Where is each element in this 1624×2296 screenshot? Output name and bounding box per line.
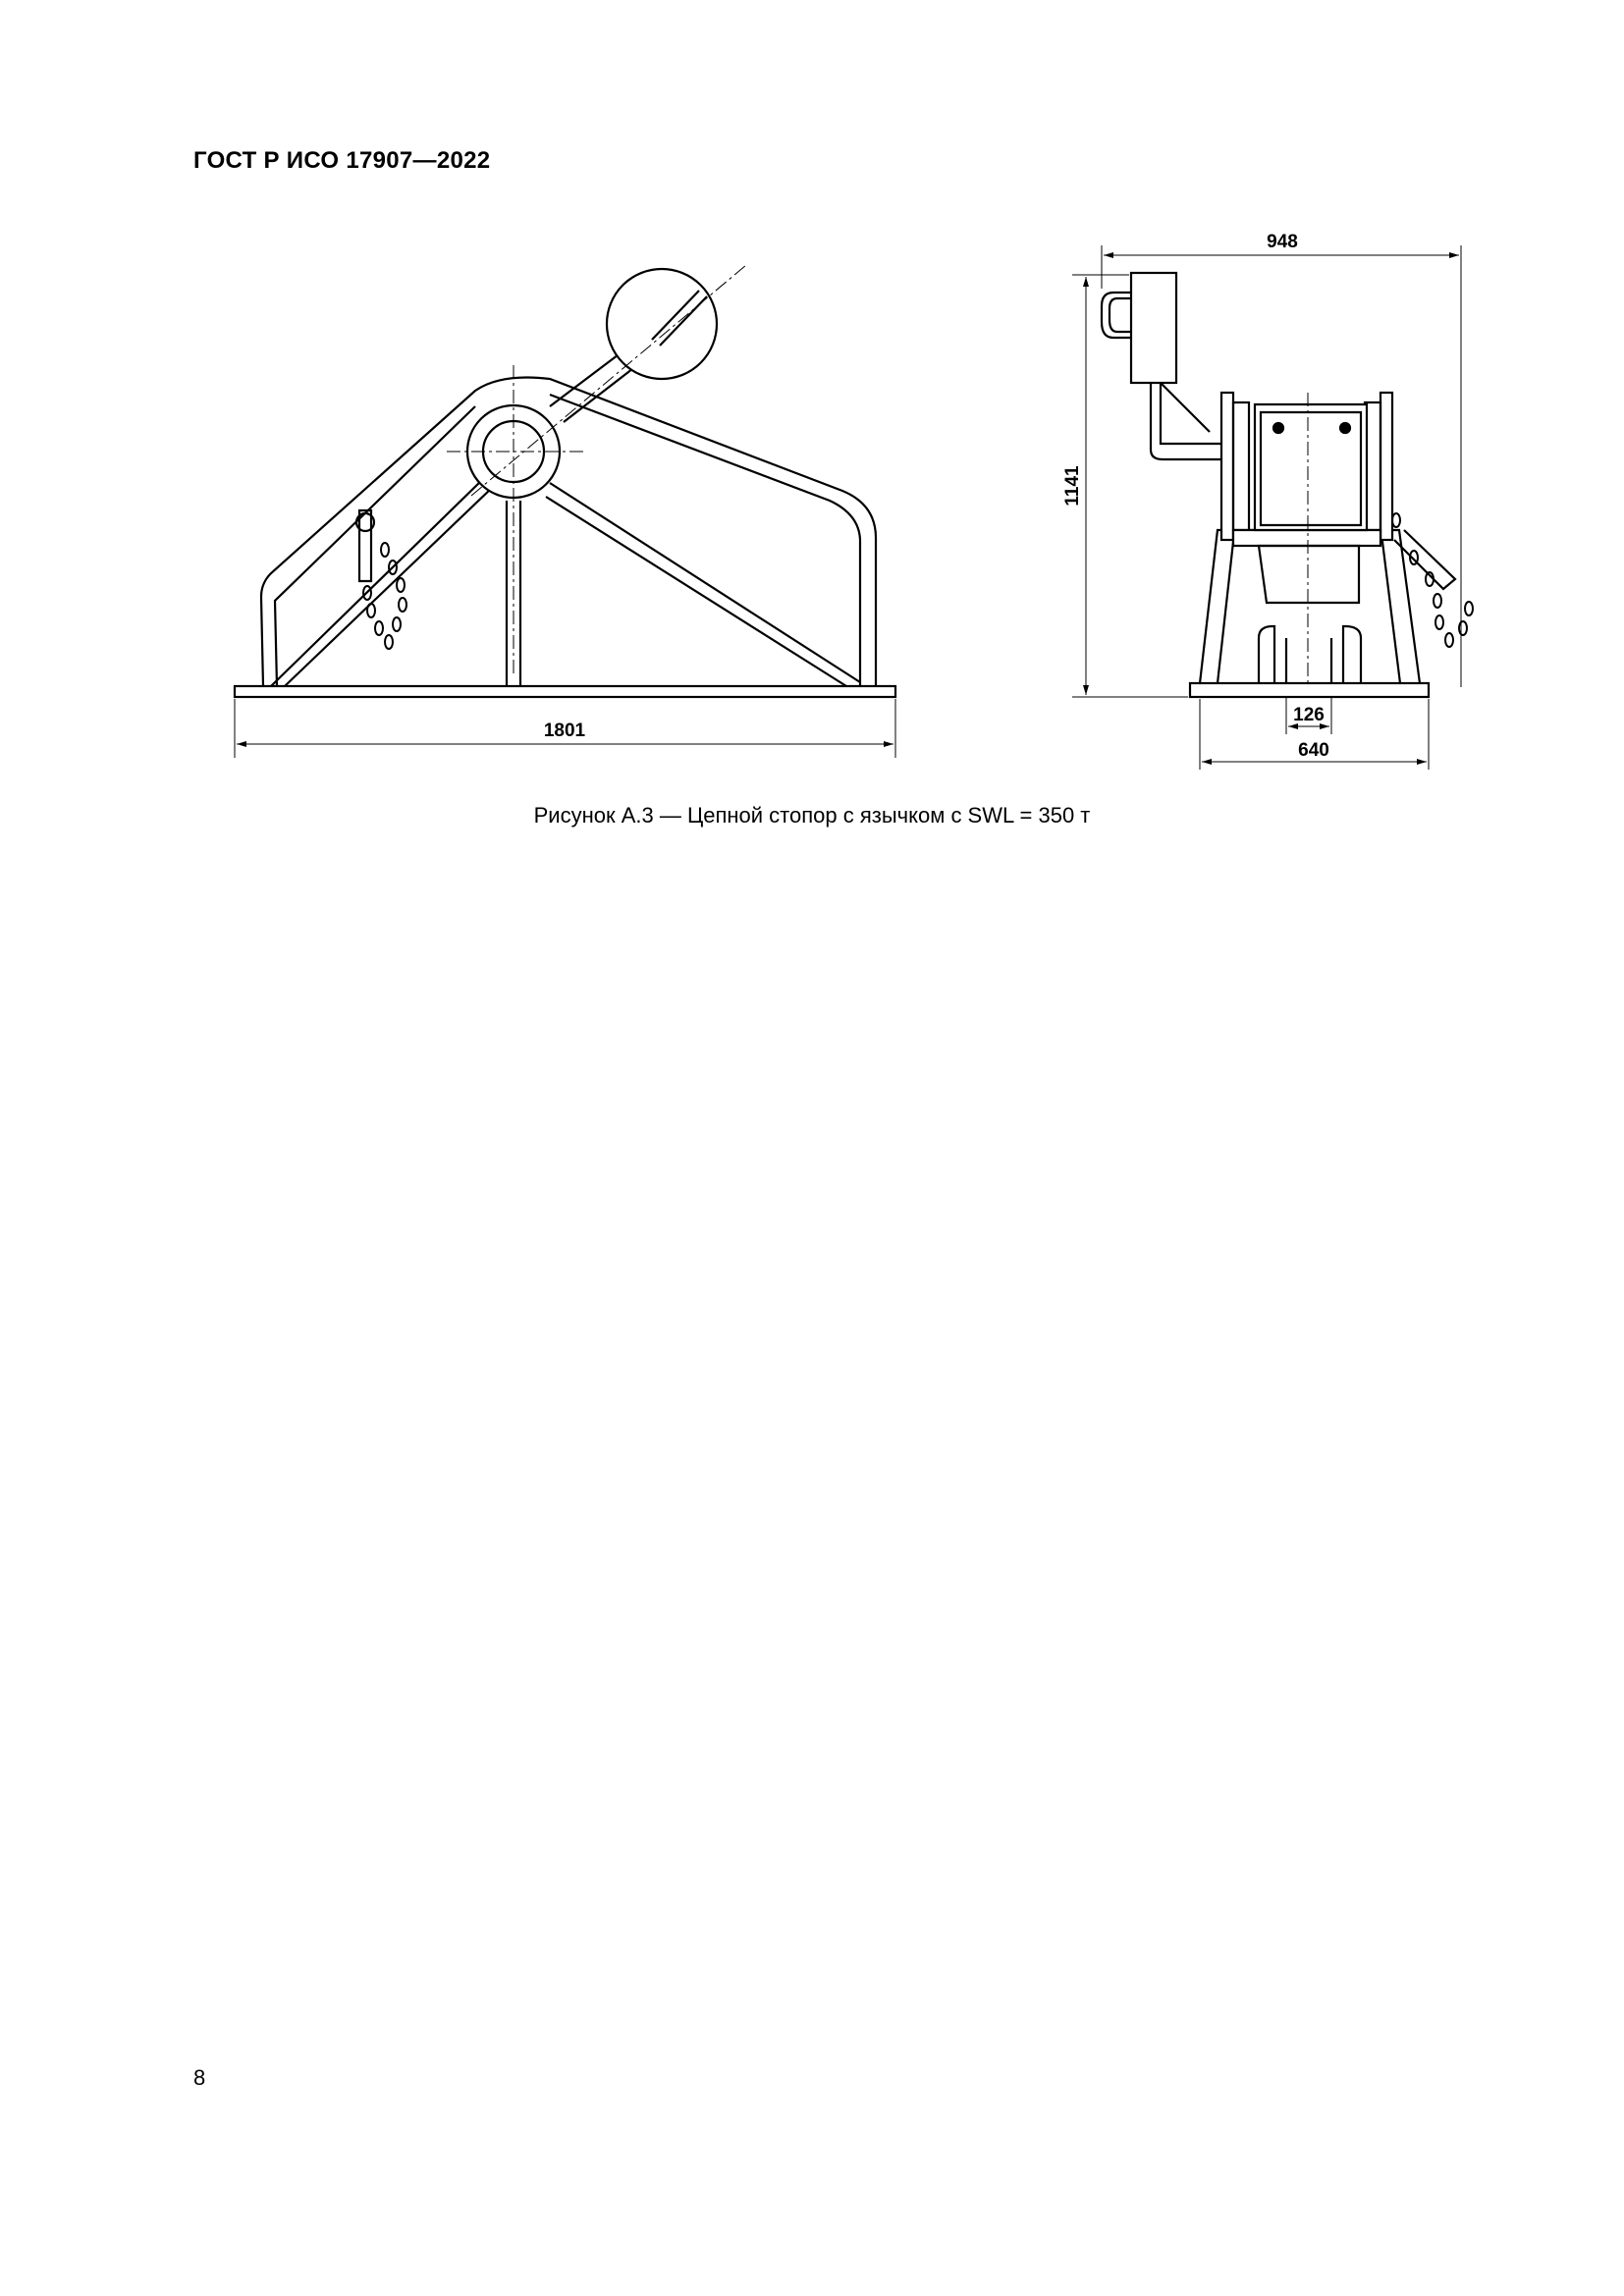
front-view — [1072, 245, 1473, 770]
dim-640-label: 640 — [1298, 740, 1329, 761]
front-base-plate — [1190, 683, 1429, 697]
left-side-plate — [1221, 393, 1233, 540]
dim-126-label: 126 — [1293, 705, 1325, 725]
side-view — [235, 265, 895, 758]
dim-1801-label: 1801 — [543, 721, 586, 741]
right-strut — [546, 483, 860, 686]
figure-caption: Рисунок А.3 — Цепной стопор с язычком с SWL = 350 т — [533, 803, 1091, 828]
top-box — [1131, 273, 1176, 383]
right-side-plate — [1380, 393, 1392, 540]
side-body-outline — [261, 378, 876, 687]
tongue-block — [1255, 404, 1367, 530]
document-header: ГОСТ Р ИСО 17907—2022 — [193, 147, 491, 174]
page-number: 8 — [193, 2065, 206, 2090]
counterweight-disc — [607, 269, 717, 379]
side-handle — [359, 510, 371, 581]
chain-groove — [1259, 626, 1361, 683]
lower-bowl — [1259, 546, 1359, 603]
left-strut — [271, 479, 493, 686]
dim-948-label: 948 — [1267, 232, 1298, 252]
side-base-plate — [235, 686, 895, 697]
dim-1141-label: 1141 — [1062, 465, 1083, 507]
